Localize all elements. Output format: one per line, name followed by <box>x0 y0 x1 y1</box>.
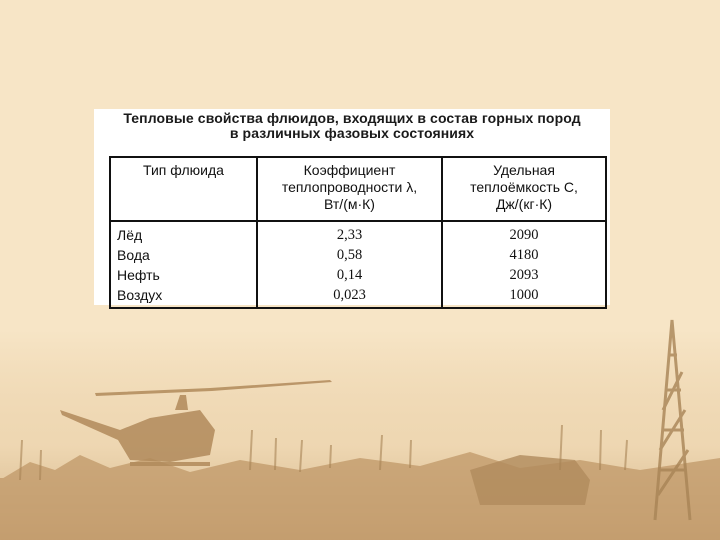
header-conductivity-line-2: теплопроводности λ, <box>281 179 418 195</box>
header-heat-capacity-line-1: Удельная <box>493 162 555 178</box>
conductivity-cell: 0,14 <box>336 267 363 283</box>
fluid-type-cell: Воздух <box>117 287 163 303</box>
header-conductivity-line-3: Вт/(м·К) <box>324 196 375 212</box>
document-scan <box>94 109 610 305</box>
header-conductivity <box>257 157 442 221</box>
table-title-line-1: Тепловые свойства флюидов, входящих в состав горных пород <box>123 110 581 126</box>
table-body-row <box>110 221 606 308</box>
fluid-type-cell: Вода <box>117 247 150 263</box>
header-heat-capacity-line-3: Дж/(кг·К) <box>495 196 553 212</box>
header-heat-capacity <box>442 157 606 221</box>
heat-capacity-column <box>442 221 606 308</box>
heat-capacity-cell: 2090 <box>509 227 539 243</box>
conductivity-cell: 0,58 <box>336 247 363 263</box>
header-conductivity-line-1: Коэффициент <box>303 162 396 178</box>
table-title-line-2: в различных фазовых состояниях <box>229 125 475 141</box>
header-heat-capacity-line-2: теплоёмкость С, <box>470 179 578 195</box>
table-header-row <box>110 157 606 221</box>
heat-capacity-cell: 1000 <box>509 287 539 303</box>
header-fluid-type <box>110 157 257 221</box>
fluid-type-cell: Лёд <box>117 227 143 243</box>
thermal-properties-table <box>109 156 607 309</box>
header-fluid-type-label: Тип флюида <box>143 162 224 178</box>
table-title <box>98 111 606 141</box>
conductivity-cell: 2,33 <box>336 227 363 243</box>
conductivity-column <box>257 221 442 308</box>
heat-capacity-cell: 4180 <box>509 247 539 263</box>
conductivity-cell: 0,023 <box>333 287 366 303</box>
heat-capacity-cell: 2093 <box>509 267 539 283</box>
fluid-type-column <box>110 221 257 308</box>
fluid-type-cell: Нефть <box>117 267 160 283</box>
